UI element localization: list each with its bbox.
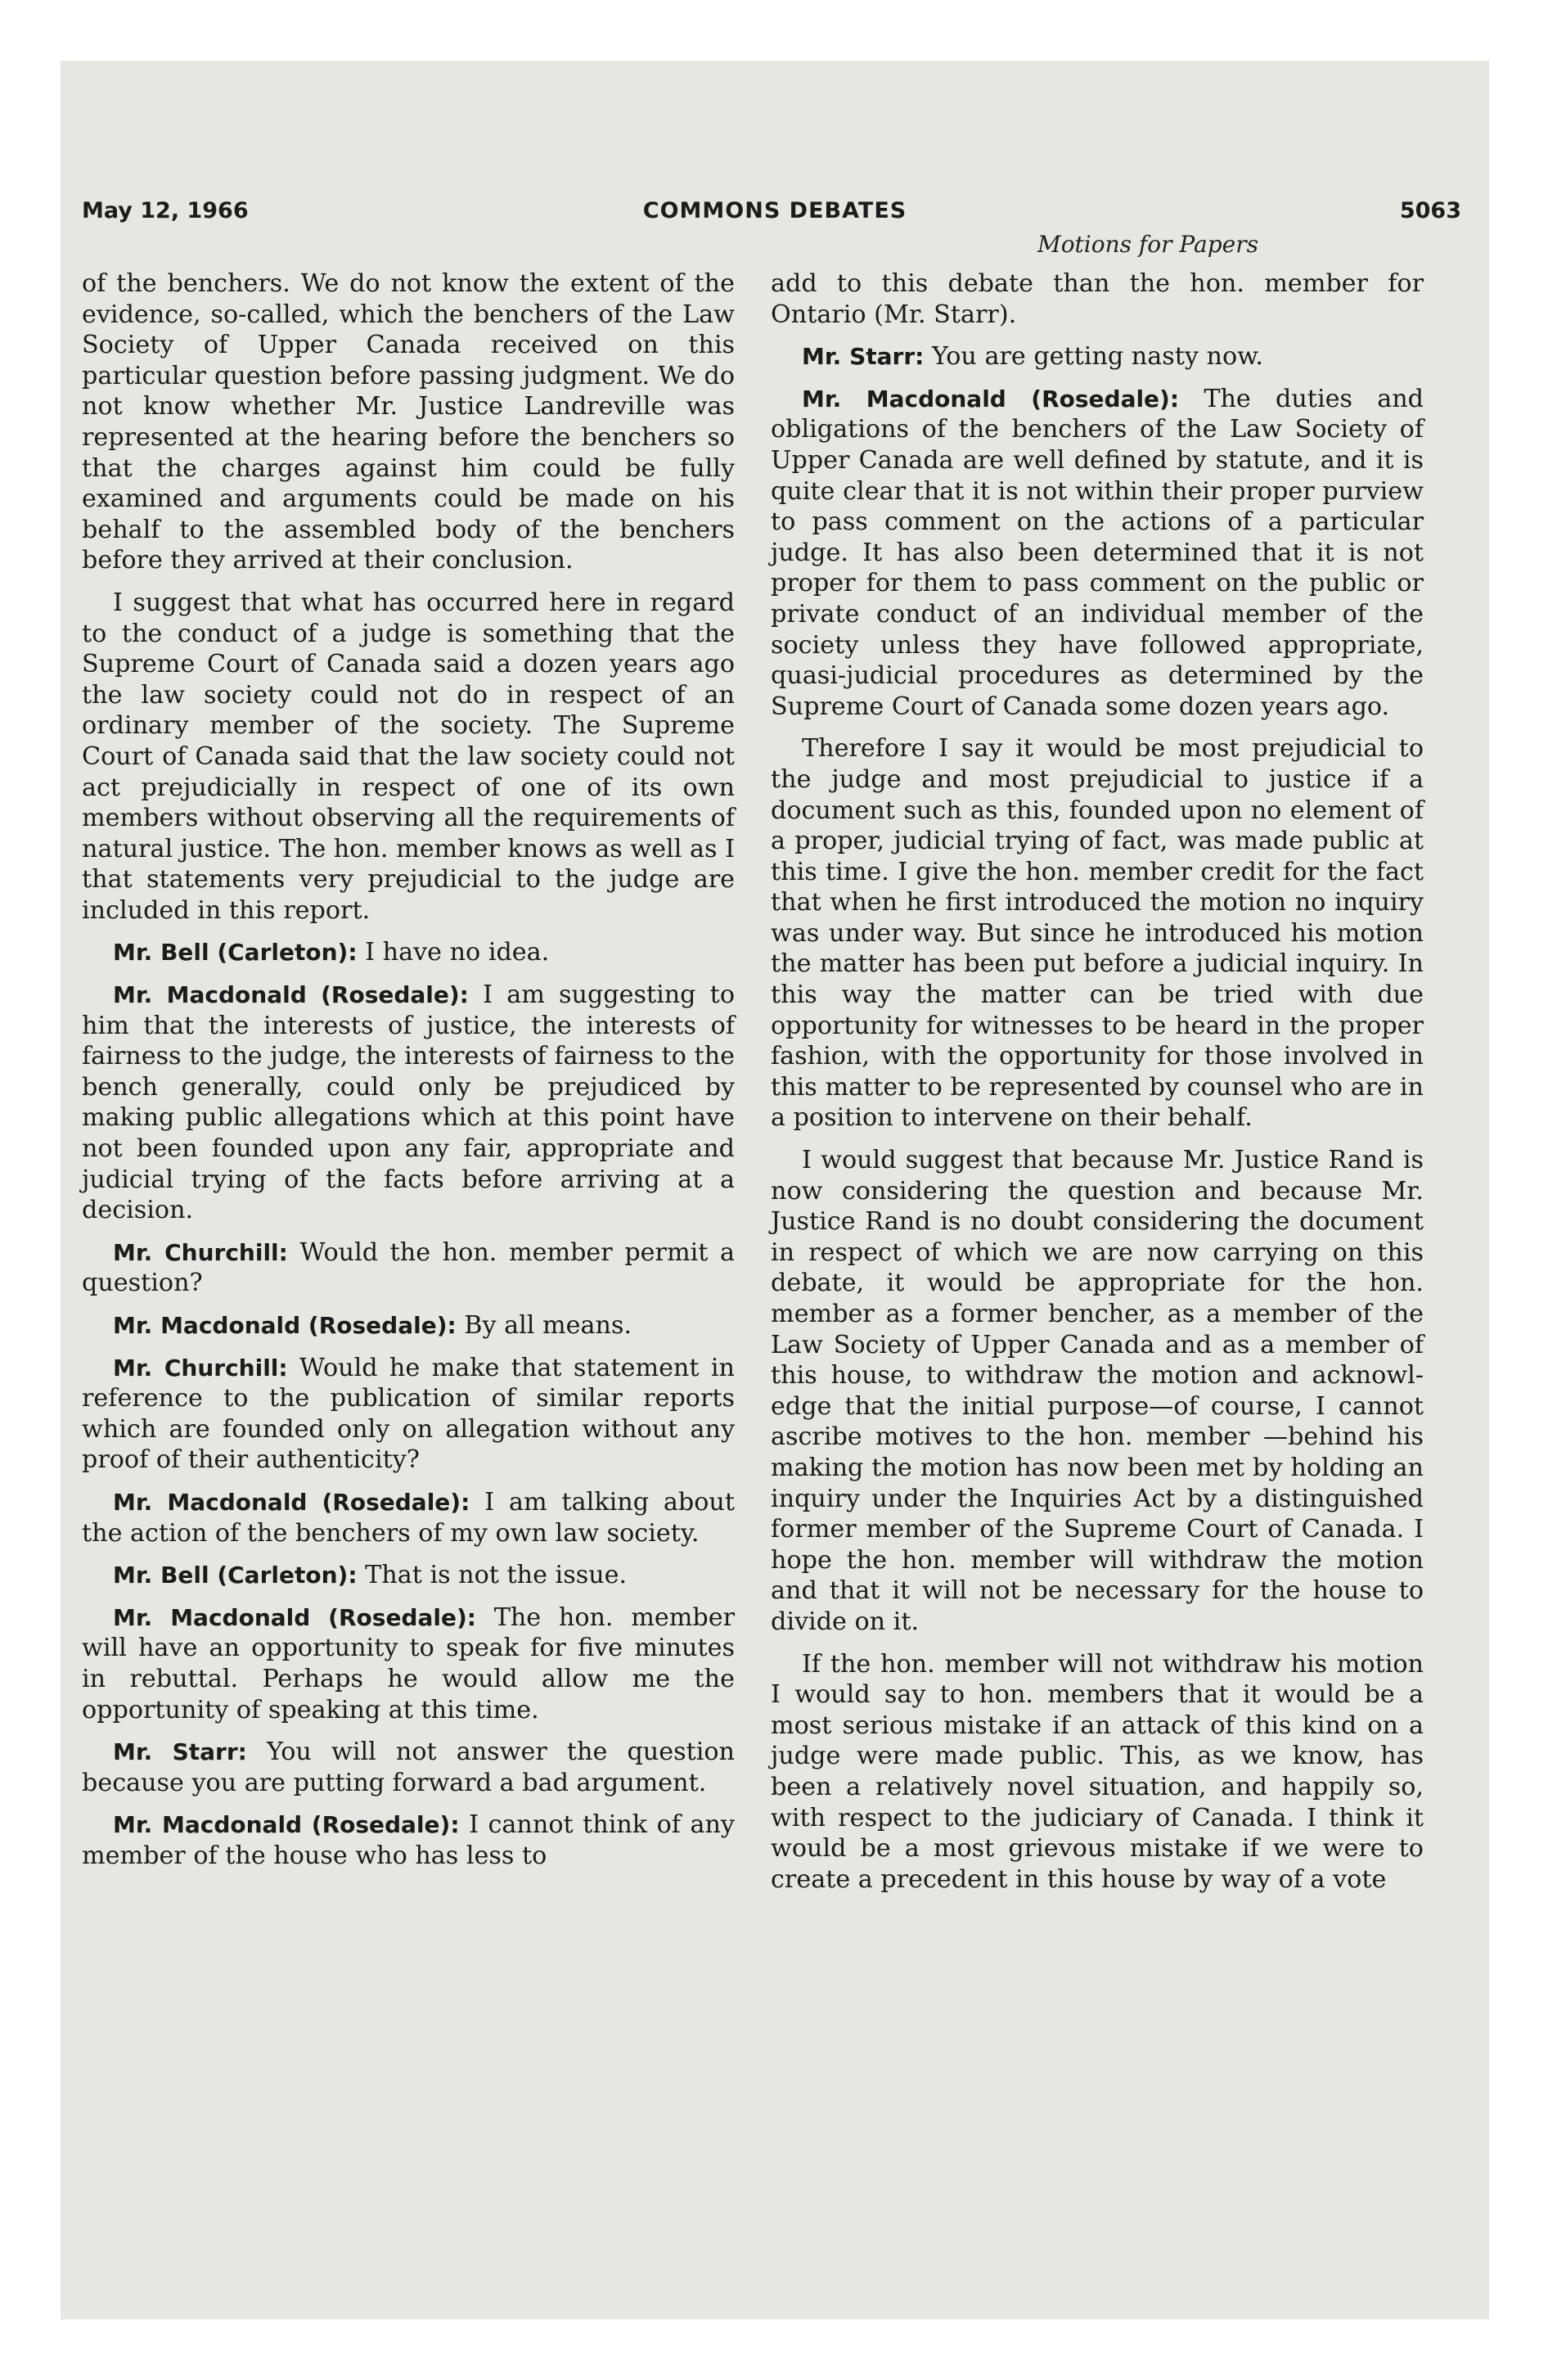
page-number: 5063 (1399, 198, 1461, 223)
paragraph-text: If the hon. member will not withdraw his motion I would say to hon. members that it would be a most serious mistake if an attack of this kind on a judge were made public. This, as we know, has been a relatively novel situation, and happily so, with respect to the judiciary of Canada. I think it would be a most grievous mistake if we were to create a precedent in this house by way of a vote (771, 1649, 1424, 1894)
speech-text: You are getting nasty now. (931, 342, 1263, 372)
speaker-name: Mr. Macdonald (Rosedale): (113, 1811, 460, 1839)
speech-text: I cannot think of any member of the house who has less to (82, 1810, 735, 1870)
paragraph-text: I suggest that what has occurred here in regard to the conduct of a judge is something that the Supreme Court of Canada said a dozen years ago the law society could not do in respect of an ordinary member of the society. The Supreme Court of Canada said that the law society could not act prejudicially in respect of one of its own members without observing all the requirements of natural justice. The hon. member knows as well as I that statements very prejudicial to the judge are included in this report. (82, 588, 735, 925)
speaker-name: Mr. Bell (Carleton): (113, 939, 358, 967)
header-title: COMMONS DEBATES (642, 198, 907, 223)
speech (82, 1310, 735, 1341)
running-header (61, 198, 1489, 231)
speech-text: The hon. member will have an opportunity to speak for five minutes in rebuttal. Perhaps he would allow me the opportunity of speaking at this time. (82, 1602, 735, 1724)
speaker-name: Mr. Bell (Carleton): (113, 1562, 358, 1589)
speech-text: Would the hon. member permit a question? (82, 1237, 735, 1298)
speech-text: That is not the issue. (365, 1561, 628, 1590)
section-heading: Motions for Papers (1037, 231, 1258, 258)
speech (82, 1602, 735, 1725)
speaker-name: Mr. Macdonald (Rosedale): (113, 981, 469, 1009)
speaker-name: Mr. Macdonald (Rosedale): (802, 385, 1180, 412)
speech-text: By all means. (464, 1311, 632, 1340)
speech-text: The duties and obligations of the benchers of the Law Society of Upper Canada are well defined by statute, and it is quite clear that it is not within their proper purview to pass comment on the actions of a particular judge. It has also been determined that it is not proper for them to pass comment on the public or private conduct of an individual member of the society unless they have followed appropriate, quasi-judicial procedures as determined by the Supreme Court of Canada some dozen years ago. (771, 384, 1424, 721)
speech (771, 384, 1424, 723)
speaker-name: Mr. Macdonald (Rosedale): (113, 1488, 470, 1516)
speech-text: Would he make that statement in reference to the publication of similar reports which are founded only on allegation without any proof of their authenticity? (82, 1353, 735, 1475)
speech (82, 1560, 735, 1591)
speech-text: You will not answer the question because you are putting forward a bad argument. (82, 1738, 735, 1797)
left-column (82, 268, 735, 1872)
paragraph (82, 588, 735, 926)
speech (82, 1487, 735, 1548)
right-column (771, 268, 1424, 1895)
speech (82, 1353, 735, 1476)
paragraph (771, 1145, 1424, 1638)
speaker-name: Mr. Churchill: (113, 1238, 288, 1266)
speech (82, 1737, 735, 1798)
speaker-name: Mr. Starr: (802, 343, 925, 371)
paragraph-text: I would suggest that because Mr. Justice Rand is now considering the question and because Mr. Justice Rand is no doubt considering the document in respect of which we are now carrying on this debate, it would be appropriate for the hon. member as a former bencher, as a member of the Law Society of Upper Canada and as a member of this house, to withdraw the motion and acknowledge that the initial purpose—of course, I cannot ascribe motives to the hon. member —behind his making the motion has now been met by holding an inquiry under the Inquiries Act by a distinguished former member of the Supreme Court of Canada. I hope the hon. member will withdraw the motion and that it will not be necessary for the house to divide on it. (771, 1146, 1424, 1636)
paragraph-text: add to this debate than the hon. member for Ontario (Mr. Starr). (771, 269, 1424, 329)
speaker-name: Mr. Macdonald (Rosedale): (113, 1312, 457, 1339)
speaker-name: Mr. Macdonald (Rosedale): (113, 1603, 476, 1631)
speech (82, 980, 735, 1226)
paragraph-continued (771, 268, 1424, 330)
paragraph-text: Therefore I say it would be most prejudicial to the judge and most prejudicial to justice if a document such as this, founded upon no element of a proper, judicial trying of fact, was made public at this time. I give the hon. member credit for the fact that when he first introduced the motion no inquiry was under way. But since he introduced his motion the matter has been put before a judicial inquiry. In this way the matter can be tried with due opportunity for witnesses to be heard in the proper fashion, with the opportunity for those involved in this matter to be represented by counsel who are in a position to intervene on their behalf. (771, 734, 1424, 1133)
page-sheet (61, 61, 1489, 2319)
speech-text: I am suggesting to him that the interests of justice, the interests of fairness to the judge, the interests of fairness to the bench generally, could only be prejudiced by making public allegations which at this point have not been founded upon any fair, appropriate and judicial trying of the facts before arriving at a decision. (82, 980, 735, 1225)
paragraph (771, 1649, 1424, 1895)
speech (82, 1237, 735, 1299)
paragraph-continued (82, 268, 735, 576)
speech-text: I am talking about the action of the benchers of my own law society. (82, 1487, 736, 1548)
speech-text: I have no idea. (365, 938, 550, 967)
speech (82, 937, 735, 968)
speech (82, 1810, 735, 1871)
speech (771, 341, 1424, 372)
speaker-name: Mr. Churchill: (113, 1354, 288, 1382)
paragraph-text: of the benchers. We do not know the extent of the evidence, so-called, which the benchers of the Law Society of Upper Canada received on this particular question before passing judgment. We do not know whether Mr. Justice Landreville was represented at the hearing before the benchers so that the charges against him could be fully examined and arguments could be made on his behalf to the assembled body of the benchers before they arrived at their conclusion. (82, 269, 735, 575)
header-date: May 12, 1966 (82, 198, 249, 223)
speaker-name: Mr. Starr: (113, 1738, 247, 1766)
paragraph (771, 733, 1424, 1134)
